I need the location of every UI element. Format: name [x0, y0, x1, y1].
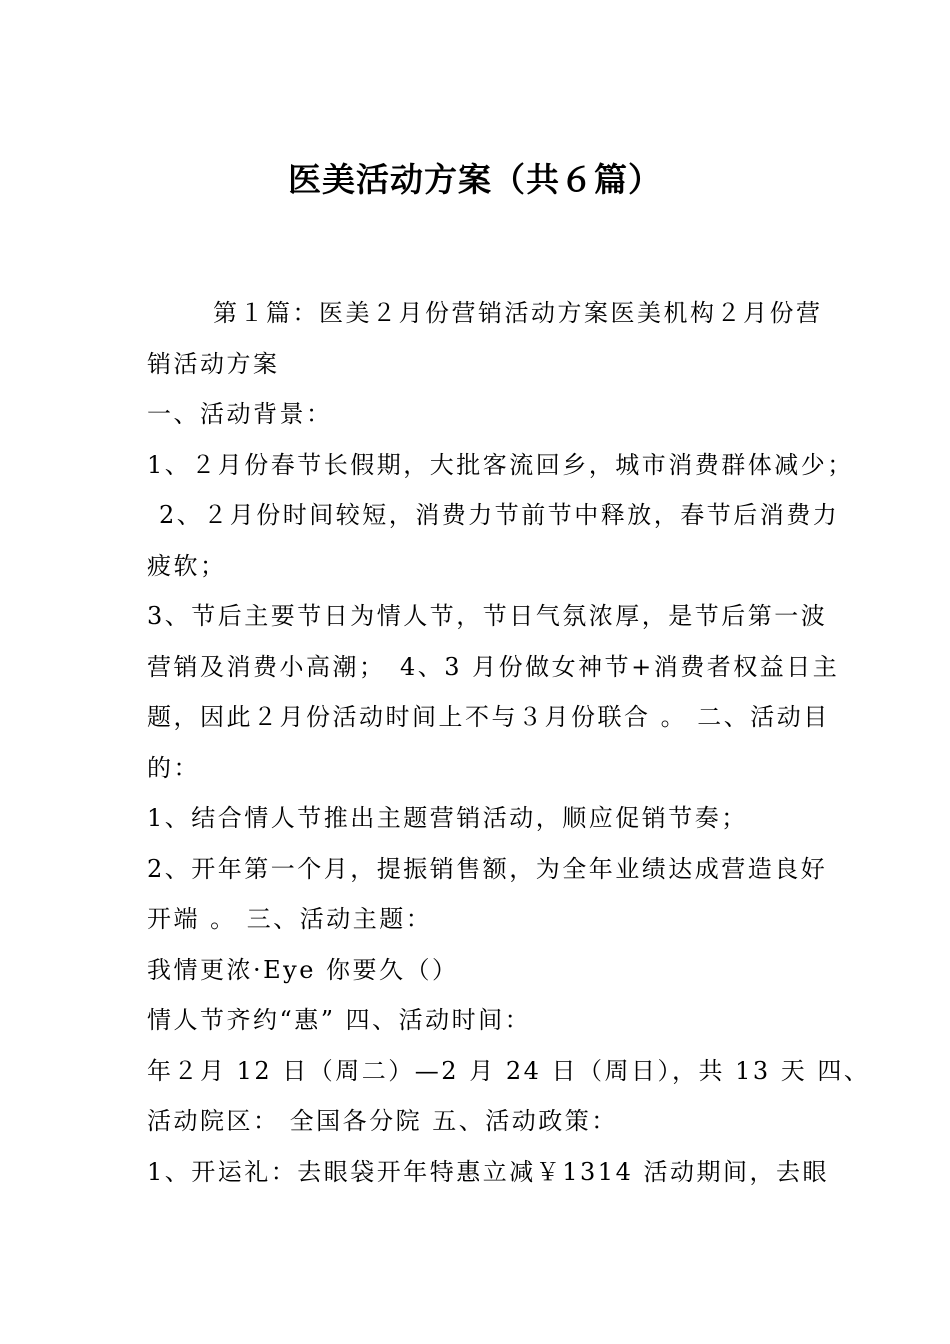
- paragraph-line: 2、２月份时间较短，消费力节前节中释放，春节后消费力: [159, 501, 840, 529]
- paragraph-line: 第１篇：医美２月份营销活动方案医美机构２月份营: [213, 299, 823, 327]
- paragraph-line: 的：: [147, 753, 200, 782]
- document-title: 医美活动方案（共６篇）: [288, 160, 662, 199]
- document-body: [147, 288, 871, 1197]
- paragraph-line: 活动院区： 全国各分院 五、活动政策：: [147, 1107, 618, 1135]
- paragraph-line: 题，因此２月份活动时间上不与３月份联合 。 二、活动目: [147, 703, 830, 731]
- section-heading: 一、活动背景：: [147, 400, 333, 428]
- paragraph-line: 销活动方案: [147, 349, 280, 378]
- paragraph-line: 1、结合情人节推出主题营销活动，顺应促销节奏；: [147, 804, 748, 832]
- paragraph-line: 疲软；: [147, 551, 227, 580]
- paragraph-line: 1、２月份春节长假期，大批客流回乡，城市消费群体减少；: [147, 450, 854, 479]
- paragraph-line: 开端 。 三、活动主题：: [147, 905, 433, 933]
- paragraph-line: 3、节后主要节日为情人节，节日气氛浓厚，是节后第一波: [147, 602, 828, 630]
- paragraph-line: 1、开运礼：去眼袋开年特惠立减￥1314 活动期间，去眼: [147, 1157, 829, 1186]
- paragraph-line: 情人节齐约“惠” 四、活动时间：: [147, 1006, 532, 1034]
- paragraph-line: 2、开年第一个月，提振销售额，为全年业绩达成营造良好: [147, 854, 828, 883]
- paragraph-line: 我情更浓·Eye 你要久（）: [147, 955, 459, 984]
- paragraph-line: 营销及消费小高潮； 4、3 月份做女神节+消费者权益日主: [147, 652, 840, 681]
- paragraph-line: 年２月 12 日（周二）—2 月 24 日（周日），共 13 天 四、: [147, 1056, 871, 1085]
